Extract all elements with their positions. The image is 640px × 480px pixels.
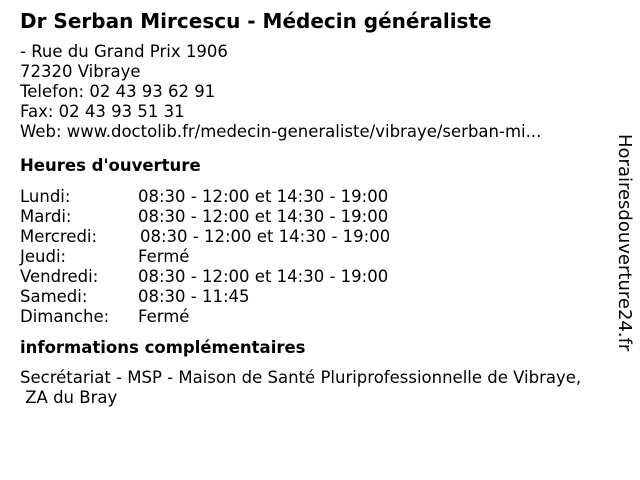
time-value: 08:30 - 12:00 et 14:30 - 19:00: [138, 187, 389, 206]
day-label: Mardi:: [20, 207, 72, 226]
time-value: 08:30 - 12:00 et 14:30 - 19:00: [140, 227, 391, 246]
phone-number: Telefon: 02 43 93 62 91: [20, 82, 216, 101]
opening-hours-table: [20, 187, 610, 327]
hours-row-sunday: [20, 307, 610, 327]
page-title: Dr Serban Mircescu - Médecin généraliste: [20, 9, 492, 33]
opening-hours-heading: Heures d'ouverture: [20, 156, 201, 175]
hours-row-wednesday: [20, 227, 610, 247]
hours-row-tuesday: [20, 207, 610, 227]
hours-row-monday: [20, 187, 610, 207]
day-label: Samedi:: [20, 287, 88, 306]
day-label: Lundi:: [20, 187, 71, 206]
address-city: 72320 Vibraye: [20, 62, 141, 81]
website-link[interactable]: Web: www.doctolib.fr/medecin-generaliste/vibraye/serban-mi...: [20, 122, 542, 141]
hours-row-thursday: [20, 247, 610, 267]
address-street: - Rue du Grand Prix 1906: [20, 42, 228, 61]
time-value: Fermé: [138, 247, 190, 266]
site-watermark: Horairesdouverture24.fr: [614, 134, 635, 352]
fax-number: Fax: 02 43 93 51 31: [20, 102, 185, 121]
time-value: 08:30 - 11:45: [138, 287, 250, 306]
day-label: Jeudi:: [20, 247, 67, 266]
additional-info-heading: informations complémentaires: [20, 338, 306, 357]
contact-block: [20, 42, 610, 142]
time-value: 08:30 - 12:00 et 14:30 - 19:00: [138, 207, 389, 226]
practice-info-card: [20, 8, 610, 408]
hours-row-saturday: [20, 287, 610, 307]
day-label: Vendredi:: [20, 267, 99, 286]
time-value: 08:30 - 12:00 et 14:30 - 19:00: [138, 267, 389, 286]
day-label: Mercredi:: [20, 227, 98, 246]
additional-info-text: Secrétariat - MSP - Maison de Santé Pluriprofessionnelle de Vibraye, ZA du Bray: [20, 368, 582, 407]
time-value: Fermé: [138, 307, 190, 326]
day-label: Dimanche:: [20, 307, 110, 326]
hours-row-friday: [20, 267, 610, 287]
